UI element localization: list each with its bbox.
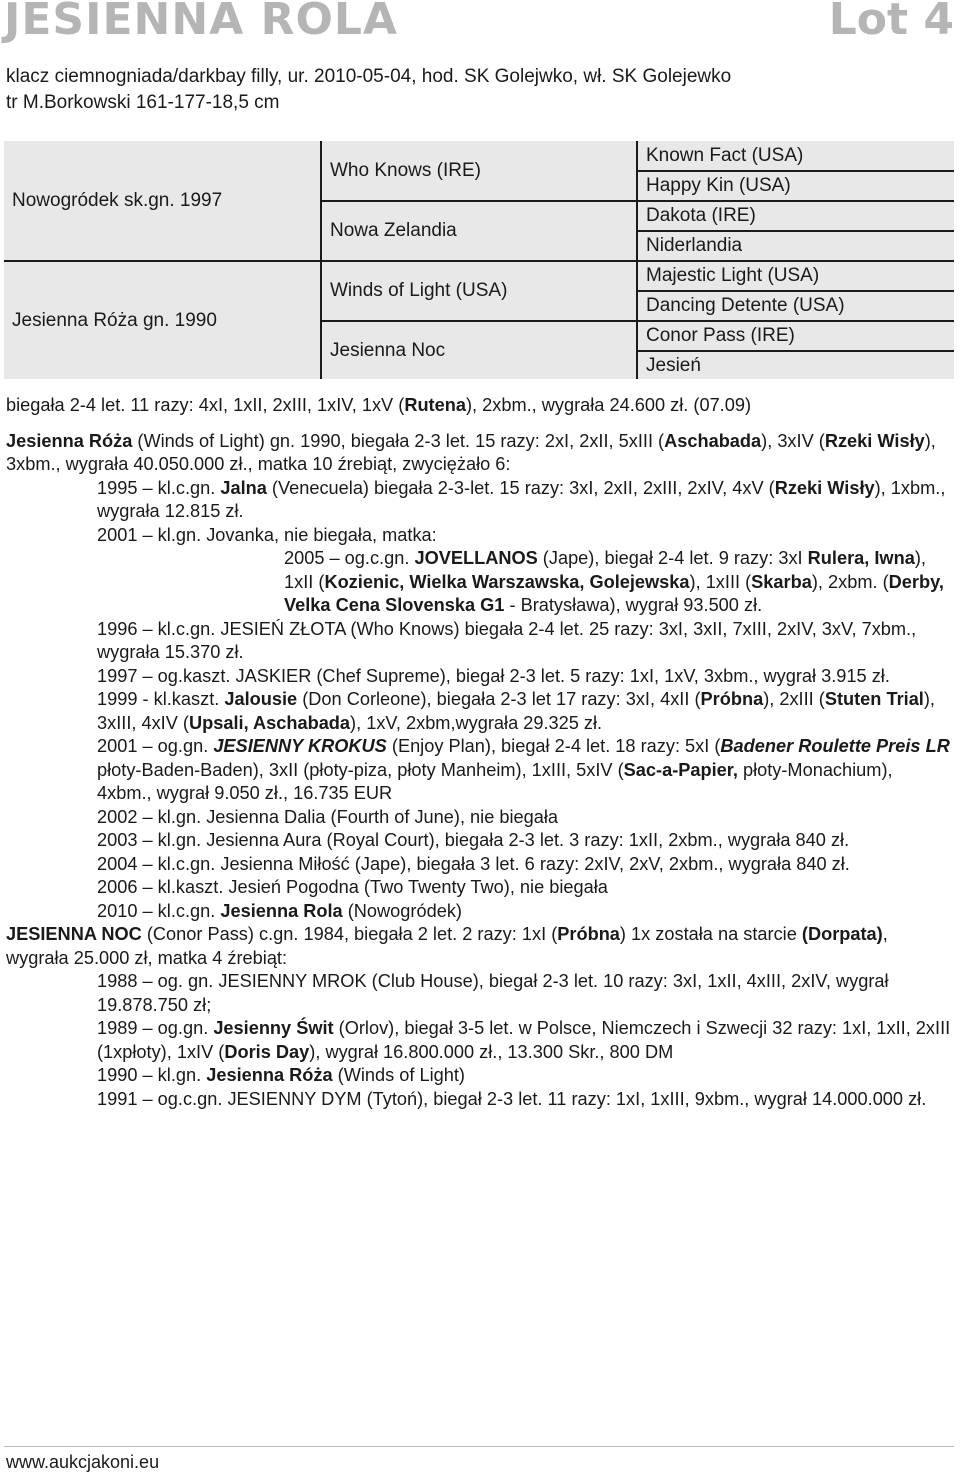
header [4, 0, 954, 50]
pedigree-divider [320, 200, 954, 202]
footer-divider [4, 1446, 954, 1447]
dam-paragraph: Jesienna Róża (Winds of Light) gn. 1990, biegała 2-3 let. 15 razy: 2xI, 2xII, 5xIII (Aschabada), 3xIV (Rzeki Wisły), 3xbm., wygrała 40.050.000 zł., matka 10 źrebiąt, zwyciężało 6: [6, 430, 936, 474]
offspring-1996: 1996 – kl.c.gn. JESIEŃ ZŁOTA (Who Knows) biegała 2-4 let. 25 razy: 3xI, 3xII, 7xIII, 2xIV, 3xV, 7xbm., wygrała 15.370 zł. [97, 618, 917, 662]
pedigree-gen3-5: Majestic Light (USA) [638, 262, 954, 290]
pedigree-divider [636, 290, 954, 292]
offspring-2004: 2004 – kl.c.gn. Jesienna Miłość (Jape), biegała 3 let. 6 razy: 2xIV, 2xV, 2xbm., wygrała 840 zł. [97, 853, 850, 874]
offspring-1989: 1989 – og.gn. Jesienny Świt (Orlov), biegał 3-5 let. w Polsce, Niemczech i Szwecji 32 razy: 1xI, 1xII, 2xIII (1xpłoty), 1xIV (Doris Day), wygrał 16.800.000 zł., 13.300 Skr., 800 DM [97, 1018, 951, 1062]
footer-url[interactable]: www.aukcjakoni.eu [6, 1452, 160, 1472]
pedigree-divider [636, 350, 954, 352]
pedigree-gen3-3: Dakota (IRE) [638, 202, 954, 230]
pedigree-divider [4, 260, 954, 262]
pedigree-gen3-4: Niderlandia [638, 232, 954, 260]
offspring-1995: 1995 – kl.c.gn. Jalna (Venecuela) biegała 2-3-let. 15 razy: 3xI, 2xII, 2xIII, 2xIV, 4xV (Rzeki Wisły), 1xbm., wygrała 12.815 zł. [97, 477, 946, 521]
offspring-1997: 1997 – og.kaszt. JASKIER (Chef Supreme), biegał 2-3 let. 5 razy: 1xI, 1xV, 3xbm., wygrał 3.915 zł. [97, 665, 890, 686]
offspring-2002: 2002 – kl.gn. Jesienna Dalia (Fourth of June), nie biegała [97, 806, 559, 827]
subtitle-line-1: klacz ciemnogniada/darkbay filly, ur. 2010-05-04, hod. SK Golejwko, wł. SK Golejewko [6, 66, 732, 87]
pedigree-divider [320, 320, 954, 322]
pedigree-gen2-4: Jesienna Noc [322, 322, 636, 379]
offspring-1990: 1990 – kl.gn. Jesienna Róża (Winds of Light) [97, 1065, 465, 1085]
offspring-2006: 2006 – kl.kaszt. Jesień Pogodna (Two Twenty Two), nie biegała [97, 877, 608, 897]
offspring-2010: 2010 – kl.c.gn. Jesienna Rola (Nowogródek) [97, 900, 462, 921]
offspring-2001-jovanka: 2001 – kl.gn. Jovanka, nie biegała, matka: [97, 524, 437, 545]
pedigree-gen2-1: Who Knows (IRE) [322, 141, 636, 200]
pedigree-gen3-7: Conor Pass (IRE) [638, 322, 954, 350]
pedigree-gen3-8: Jesień [638, 352, 954, 379]
offspring-2003: 2003 – kl.gn. Jesienna Aura (Royal Court), biegała 2-3 let. 3 razy: 1xII, 2xbm., wygrała 840 zł. [97, 830, 850, 850]
pedigree-gen2-3: Winds of Light (USA) [322, 262, 636, 320]
offspring-1999: 1999 - kl.kaszt. Jalousie (Don Corleone), biegała 2-3 let 17 razy: 3xI, 4xII (Próbna), 2xIII (Stuten Trial), 3xIII, 4xIV (Upsali, Aschabada), 1xV, 2xbm,wygrała 29.325 zł. [97, 689, 935, 733]
subtitle-line-2: tr M.Borkowski 161-177-18,5 cm [6, 92, 280, 113]
pedigree-gen3-6: Dancing Detente (USA) [638, 292, 954, 320]
offspring-2005: 2005 – og.c.gn. JOVELLANOS (Jape), biegał 2-4 let. 9 razy: 3xI Rulera, Iwna), 1xII (Kozienic, Wielka Warszawska, Golejewska), 1xIII (Skarba), 2xbm. (Derby, Velka Cena Slovenska G1 - Bratysława), wygrał 93.500 zł. [284, 548, 944, 615]
lot-number: Lot 4 [828, 0, 954, 45]
horse-subtitle [6, 64, 946, 116]
pedigree-dam: Jesienna Róża gn. 1990 [4, 262, 320, 379]
race-summary: biegała 2-4 let. 11 razy: 4xI, 1xII, 2xIII, 1xIV, 1xV (Rutena), 2xbm., wygrała 24.600 zł. (07.09) [6, 395, 752, 415]
pedigree-table [4, 141, 954, 379]
pedigree-gen2-2: Nowa Zelandia [322, 202, 636, 260]
horse-title: JESIENNA ROLA [4, 0, 398, 45]
offspring-1988: 1988 – og. gn. JESIENNY MROK (Club House), biegał 2-3 let. 10 razy: 3xI, 1xII, 4xIII, 2xIV, wygrał 19.878.750 zł; [97, 971, 889, 1015]
pedigree-sire: Nowogródek sk.gn. 1997 [4, 141, 320, 260]
pedigree-divider [636, 230, 954, 232]
pedigree-divider [636, 170, 954, 172]
offspring-2001-krokus: 2001 – og.gn. JESIENNY KROKUS (Enjoy Plan), biegał 2-4 let. 18 razy: 5xI (Badener Roulette Preis LR płoty-Baden-Baden), 3xII (płoty-piza, płoty Manheim), 1xIII, 5xIV (Sac-a-Papier, płoty-Monachium), 4xbm., wygrał 9.050 zł., 16.735 EUR [97, 736, 950, 803]
offspring-1991: 1991 – og.c.gn. JESIENNY DYM (Tytoń), biegał 2-3 let. 11 razy: 1xI, 1xIII, 9xbm., wygrał 14.000.000 zł. [97, 1088, 927, 1109]
granddam-paragraph: JESIENNA NOC (Conor Pass) c.gn. 1984, biegała 2 let. 2 razy: 1xI (Próbna) 1x została na starcie (Dorpata), wygrała 25.000 zł, matka 4 źrebiąt: [6, 924, 888, 968]
race-record [6, 394, 952, 1111]
pedigree-gen3-2: Happy Kin (USA) [638, 172, 954, 200]
pedigree-gen3-1: Known Fact (USA) [638, 141, 954, 170]
